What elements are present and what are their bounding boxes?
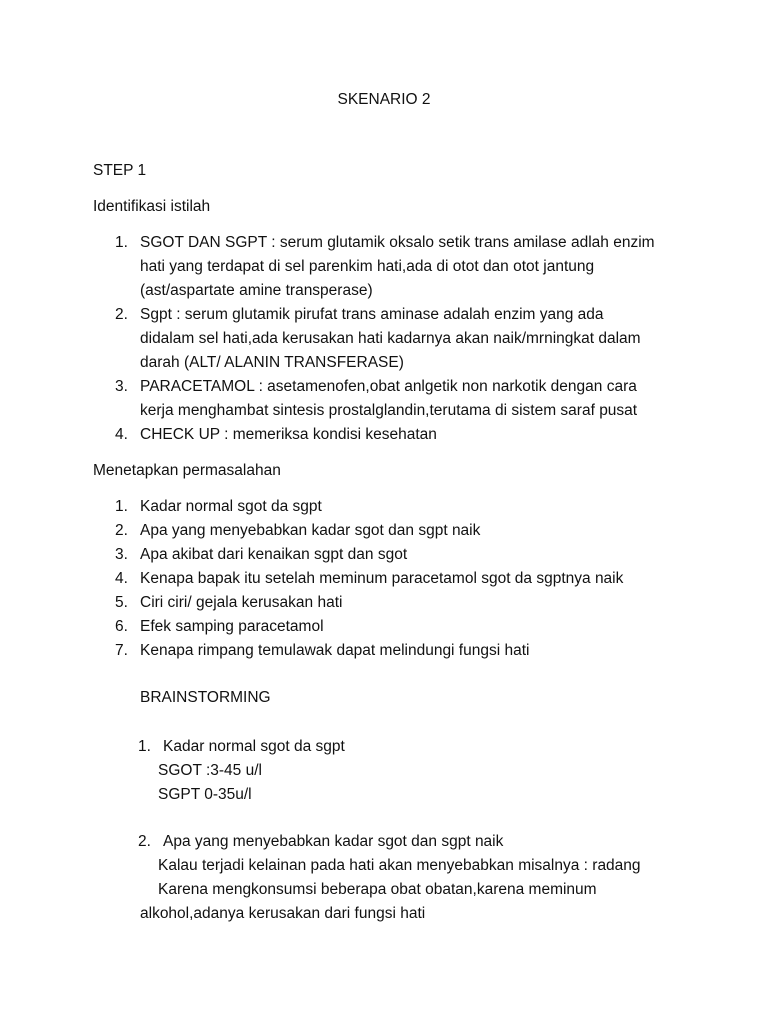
list-item-number: 1. [115, 234, 128, 251]
list-item-text: Efek samping paracetamol [140, 618, 324, 635]
list-item-text: Kenapa bapak itu setelah meminum paracetamol sgot da sgptnya naik [140, 570, 624, 587]
list-item-number: 7. [115, 642, 128, 659]
list-item-text: kerja menghambat sintesis prostalglandin,terutama di sistem saraf pusat [140, 402, 638, 419]
list-item-text: Sgpt : serum glutamik pirufat trans aminase adalah enzim yang ada [140, 306, 604, 323]
list-item-text: Kenapa rimpang temulawak dapat melindungi fungsi hati [140, 642, 530, 659]
list-item-number: 2. [115, 522, 128, 539]
list-item-number: 5. [115, 594, 128, 611]
list-item-text: PARACETAMOL : asetamenofen,obat anlgetik non narkotik dengan cara [140, 378, 637, 395]
list-item-number: 2. [115, 306, 128, 323]
list-item-text: darah (ALT/ ALANIN TRANSFERASE) [140, 354, 404, 371]
list-item-text: Apa akibat dari kenaikan sgpt dan sgot [140, 546, 408, 563]
brainstorm-item-line: SGPT 0-35u/l [158, 786, 252, 803]
list-item-text: SGOT DAN SGPT : serum glutamik oksalo setik trans amilase adlah enzim [140, 234, 655, 251]
list-item-number: 3. [115, 378, 128, 395]
list-item-text: Ciri ciri/ gejala kerusakan hati [140, 594, 343, 611]
list-item-number: 3. [115, 546, 128, 563]
list-item-number: 4. [115, 426, 128, 443]
list-item-number: 6. [115, 618, 128, 635]
list-item-text: CHECK UP : memeriksa kondisi kesehatan [140, 426, 437, 443]
list-item-number: 4. [115, 570, 128, 587]
list-item-text: didalam sel hati,ada kerusakan hati kadarnya akan naik/mrningkat dalam [140, 330, 641, 347]
section-heading-permasalahan: Menetapkan permasalahan [93, 462, 281, 479]
step-heading: STEP 1 [93, 162, 147, 179]
brainstorm-item-number: 2. [138, 833, 151, 850]
brainstorm-item-number: 1. [138, 738, 151, 755]
brainstorm-item-line: Karena mengkonsumsi beberapa obat obatan,karena meminum [158, 881, 597, 898]
brainstorm-item-line: Kalau terjadi kelainan pada hati akan menyebabkan misalnya : radang [158, 857, 641, 874]
brainstorm-item-title: Kadar normal sgot da sgpt [163, 738, 345, 755]
brainstorm-item-line: alkohol,adanya kerusakan dari fungsi hati [140, 905, 426, 922]
brainstorm-item-title: Apa yang menyebabkan kadar sgot dan sgpt naik [163, 833, 504, 850]
list-item-text: (ast/aspartate amine transperase) [140, 282, 373, 299]
list-item-text: Apa yang menyebabkan kadar sgot dan sgpt naik [140, 522, 481, 539]
list-item-text: hati yang terdapat di sel parenkim hati,ada di otot dan otot jantung [140, 258, 595, 275]
list-item-text: Kadar normal sgot da sgpt [140, 498, 322, 515]
brainstorm-item-line: SGOT :3-45 u/l [158, 762, 262, 779]
section-heading-brainstorming: BRAINSTORMING [140, 689, 271, 706]
section-heading-identifikasi: Identifikasi istilah [93, 198, 211, 215]
list-item-number: 1. [115, 498, 128, 515]
document-title: SKENARIO 2 [337, 91, 431, 108]
